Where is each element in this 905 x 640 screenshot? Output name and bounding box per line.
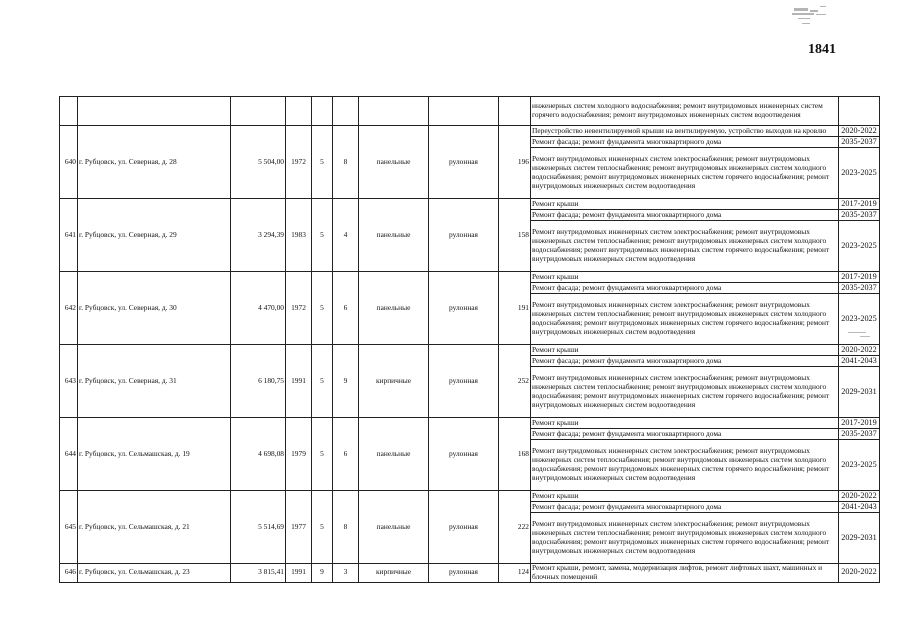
floors: 5 — [312, 345, 333, 418]
work-description: Ремонт крыши — [531, 345, 839, 356]
year-built: 1972 — [286, 272, 312, 345]
area-value: 4 470,00 — [231, 272, 286, 345]
year-built: 1977 — [286, 491, 312, 564]
table-row — [60, 564, 880, 583]
residents-count: 252 — [499, 345, 531, 418]
address: г. Рубцовск, ул. Северная, д. 30 — [78, 272, 231, 345]
year-built: 1991 — [286, 345, 312, 418]
area-value: 4 698,08 — [231, 418, 286, 491]
address: г. Рубцовск, ул. Сельмашская, д. 19 — [78, 418, 231, 491]
table-row — [60, 345, 880, 356]
work-period: 2041-2043 — [839, 502, 880, 513]
entrances: 6 — [333, 272, 359, 345]
table-row — [60, 491, 880, 502]
work-period: 2029-2031 — [839, 513, 880, 564]
area-value: 3 294,39 — [231, 199, 286, 272]
wall-material: панельные — [359, 418, 429, 491]
roof-type: рулонная — [429, 564, 499, 583]
work-period: 2017-2019 — [839, 418, 880, 429]
row-number: 643 — [60, 345, 78, 418]
work-description: Ремонт крыши, ремонт, замена, модернизация лифтов, ремонт лифтовых шахт, машинных и блочных помещений — [531, 564, 839, 583]
table-row — [60, 126, 880, 137]
residents-count: 124 — [499, 564, 531, 583]
work-description: Ремонт внутридомовых инженерных систем электроснабжения; ремонт внутридомовых инженерных систем теплоснабжения; ремонт внутридомовых инженерных систем холодного водоснабжения; ремонт внутридомовых инженерных систем горячего водоснабжения; ремонт внутридомовых инженерных систем водоотведения — [531, 294, 839, 345]
roof-type: рулонная — [429, 491, 499, 564]
row-number: 640 — [60, 126, 78, 199]
work-description: Ремонт внутридомовых инженерных систем электроснабжения; ремонт внутридомовых инженерных систем теплоснабжения; ремонт внутридомовых инженерных систем холодного водоснабжения; ремонт внутридомовых инженерных систем горячего водоснабжения; ремонт внутридомовых инженерных систем водоотведения — [531, 440, 839, 491]
work-period: 2020-2022 — [839, 345, 880, 356]
address: г. Рубцовск, ул. Северная, д. 31 — [78, 345, 231, 418]
entrances: 3 — [333, 564, 359, 583]
entrances: 9 — [333, 345, 359, 418]
row-number: 641 — [60, 199, 78, 272]
table-row-continuation — [60, 97, 880, 126]
work-period: 2023-2025 — [839, 148, 880, 199]
row-number: 646 — [60, 564, 78, 583]
floors: 5 — [312, 199, 333, 272]
work-description: Ремонт крыши — [531, 491, 839, 502]
address: г. Рубцовск, ул. Сельмашская, д. 21 — [78, 491, 231, 564]
area-value: 3 815,41 — [231, 564, 286, 583]
table-row — [60, 418, 880, 429]
work-period: 2020-2022 — [839, 126, 880, 137]
work-period: 2041-2043 — [839, 356, 880, 367]
area-value: 5 514,69 — [231, 491, 286, 564]
work-period: 2017-2019 — [839, 199, 880, 210]
work-description: Ремонт внутридомовых инженерных систем электроснабжения; ремонт внутридомовых инженерных систем теплоснабжения; ремонт внутридомовых инженерных систем холодного водоснабжения; ремонт внутридомовых инженерных систем горячего водоснабжения; ремонт внутридомовых инженерных систем водоотведения — [531, 367, 839, 418]
work-description: Ремонт фасада; ремонт фундамента многоквартирного дома — [531, 283, 839, 294]
page-number: 1841 — [808, 42, 836, 57]
row-number: 644 — [60, 418, 78, 491]
work-period: 2035-2037 — [839, 429, 880, 440]
housing-register-table — [59, 96, 880, 583]
work-period: 2023-2025 — [839, 440, 880, 491]
address: г. Рубцовск, ул. Сельмашская, д. 23 — [78, 564, 231, 583]
work-period: 2035-2037 — [839, 210, 880, 221]
floors: 5 — [312, 418, 333, 491]
work-description: Ремонт фасада; ремонт фундамента многоквартирного дома — [531, 137, 839, 148]
residents-count: 196 — [499, 126, 531, 199]
roof-type: рулонная — [429, 126, 499, 199]
entrances: 8 — [333, 126, 359, 199]
wall-material: панельные — [359, 199, 429, 272]
work-period: 2035-2037 — [839, 283, 880, 294]
wall-material: панельные — [359, 491, 429, 564]
roof-type: рулонная — [429, 199, 499, 272]
work-description: Ремонт внутридомовых инженерных систем электроснабжения; ремонт внутридомовых инженерных систем теплоснабжения; ремонт внутридомовых инженерных систем холодного водоснабжения; ремонт внутридомовых инженерных систем горячего водоснабжения; ремонт внутридомовых инженерных систем водоотведения — [531, 513, 839, 564]
work-period: 2020-2022 — [839, 564, 880, 583]
year-built: 1983 — [286, 199, 312, 272]
year-built: 1979 — [286, 418, 312, 491]
row-number: 642 — [60, 272, 78, 345]
work-description: инженерных систем холодного водоснабжения; ремонт внутридомовых инженерных систем горячего водоснабжения; ремонт внутридомовых инженерных систем водоотведения — [531, 97, 839, 126]
work-description: Ремонт внутридомовых инженерных систем электроснабжения; ремонт внутридомовых инженерных систем теплоснабжения; ремонт внутридомовых инженерных систем холодного водоснабжения; ремонт внутридомовых инженерных систем горячего водоснабжения; ремонт внутридомовых инженерных систем водоотведения — [531, 221, 839, 272]
scan-artifact — [848, 332, 866, 333]
table-row — [60, 272, 880, 283]
work-period: 2017-2019 — [839, 272, 880, 283]
wall-material: кирпичные — [359, 345, 429, 418]
work-description: Ремонт крыши — [531, 418, 839, 429]
stamp-mark-icon — [772, 2, 842, 32]
address: г. Рубцовск, ул. Северная, д. 28 — [78, 126, 231, 199]
entrances: 8 — [333, 491, 359, 564]
floors: 5 — [312, 491, 333, 564]
entrances: 6 — [333, 418, 359, 491]
roof-type: рулонная — [429, 418, 499, 491]
work-description: Ремонт внутридомовых инженерных систем электроснабжения; ремонт внутридомовых инженерных систем теплоснабжения; ремонт внутридомовых инженерных систем холодного водоснабжения; ремонт внутридомовых инженерных систем горячего водоснабжения; ремонт внутридомовых инженерных систем водоотведения — [531, 148, 839, 199]
work-period: 2023-2025 — [839, 221, 880, 272]
floors: 9 — [312, 564, 333, 583]
entrances: 4 — [333, 199, 359, 272]
work-description: Ремонт крыши — [531, 199, 839, 210]
work-period: 2020-2022 — [839, 491, 880, 502]
floors: 5 — [312, 126, 333, 199]
wall-material: панельные — [359, 272, 429, 345]
wall-material: панельные — [359, 126, 429, 199]
work-description: Ремонт фасада; ремонт фундамента многоквартирного дома — [531, 502, 839, 513]
residents-count: 222 — [499, 491, 531, 564]
row-number: 645 — [60, 491, 78, 564]
wall-material: кирпичные — [359, 564, 429, 583]
residents-count: 158 — [499, 199, 531, 272]
table-row — [60, 199, 880, 210]
scan-artifact — [860, 336, 870, 337]
residents-count: 191 — [499, 272, 531, 345]
area-value: 5 504,00 — [231, 126, 286, 199]
work-period: 2029-2031 — [839, 367, 880, 418]
work-description: Переустройство невентилируемой крыши на вентилируемую, устройство выходов на кровлю — [531, 126, 839, 137]
address: г. Рубцовск, ул. Северная, д. 29 — [78, 199, 231, 272]
roof-type: рулонная — [429, 272, 499, 345]
floors: 5 — [312, 272, 333, 345]
year-built: 1972 — [286, 126, 312, 199]
work-period: 2035-2037 — [839, 137, 880, 148]
residents-count: 168 — [499, 418, 531, 491]
work-description: Ремонт фасада; ремонт фундамента многоквартирного дома — [531, 429, 839, 440]
area-value: 6 180,75 — [231, 345, 286, 418]
work-period: 2023-2025 — [839, 294, 880, 345]
work-description: Ремонт фасада; ремонт фундамента многоквартирного дома — [531, 210, 839, 221]
roof-type: рулонная — [429, 345, 499, 418]
work-description: Ремонт фасада; ремонт фундамента многоквартирного дома — [531, 356, 839, 367]
work-description: Ремонт крыши — [531, 272, 839, 283]
year-built: 1991 — [286, 564, 312, 583]
